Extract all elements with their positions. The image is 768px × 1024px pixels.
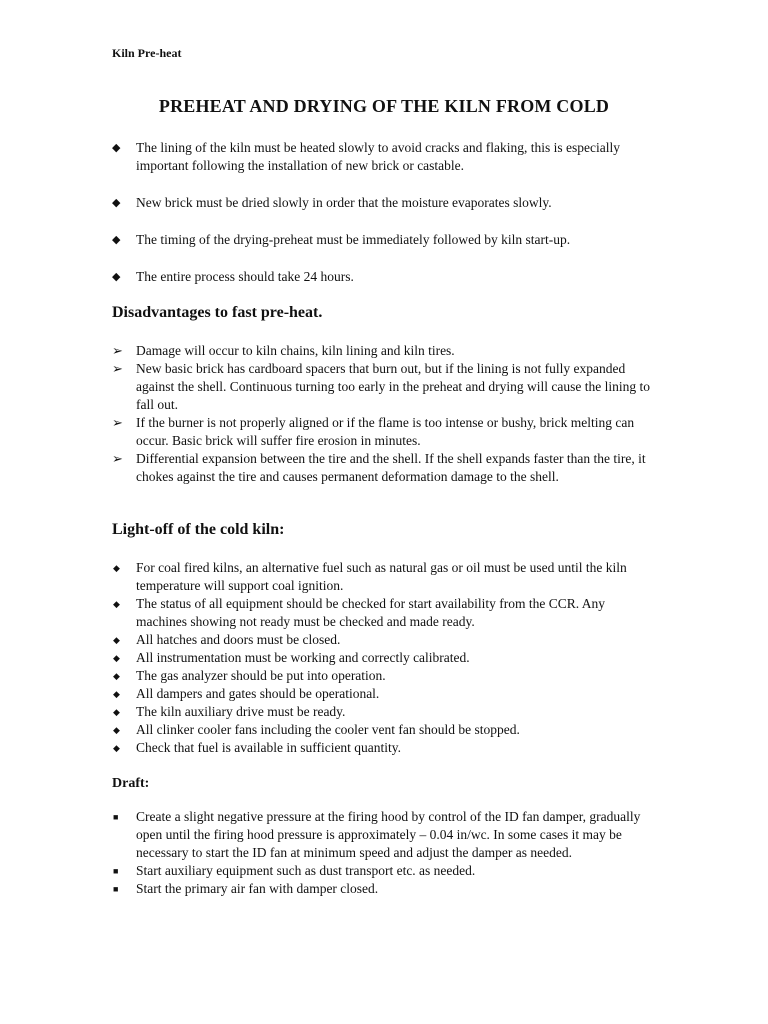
- small-diamond-bullet-icon: ◆: [113, 689, 120, 699]
- small-diamond-bullet-icon: ◆: [113, 563, 120, 573]
- list-item-text: The timing of the drying-preheat must be immediately followed by kiln start-up.: [136, 232, 571, 247]
- running-header: Kiln Pre-heat: [112, 46, 182, 60]
- list-item: [112, 649, 652, 667]
- disadvantages-heading: Disadvantages to fast pre-heat.: [112, 304, 323, 321]
- list-item: [112, 721, 652, 739]
- list-item-text: Differential expansion between the tire and the shell. If the shell expands faster than the tire, it chokes against the tire and causes permanent deformation damage to the shell.: [136, 451, 646, 484]
- diamond-bullet-icon: ◆: [112, 271, 121, 283]
- arrow-bullet-icon: ➢: [112, 451, 123, 466]
- list-item-text: If the burner is not properly aligned or if the flame is too intense or bushy, brick melting can occur. Basic brick will suffer fire erosion in minutes.: [136, 415, 635, 448]
- square-bullet-icon: ■: [113, 812, 119, 822]
- list-item: [112, 595, 652, 631]
- arrow-bullet-icon: ➢: [112, 361, 123, 376]
- small-diamond-bullet-icon: ◆: [113, 725, 120, 735]
- list-item: [112, 139, 652, 175]
- list-item-text: New basic brick has cardboard spacers that burn out, but if the lining is not fully expanded against the shell. Continuous turning too early in the preheat and drying will cause the lining to fall out.: [136, 361, 651, 412]
- list-item-text: The lining of the kiln must be heated slowly to avoid cracks and flaking, this is especially important following the installation of new brick or castable.: [136, 140, 621, 173]
- list-item-text: Start auxiliary equipment such as dust transport etc. as needed.: [136, 863, 476, 878]
- arrow-bullet-icon: ➢: [112, 415, 123, 430]
- square-bullet-icon: ■: [113, 884, 119, 894]
- lightoff-list: [112, 559, 652, 757]
- diamond-bullet-icon: ◆: [112, 142, 121, 154]
- list-item-text: All hatches and doors must be closed.: [136, 632, 341, 647]
- list-item-text: The kiln auxiliary drive must be ready.: [136, 704, 346, 719]
- small-diamond-bullet-icon: ◆: [113, 671, 120, 681]
- list-item: [112, 808, 652, 862]
- disadvantages-list: [112, 342, 652, 486]
- disadvantages-section: [112, 342, 652, 486]
- list-item: [112, 360, 652, 414]
- list-item: [112, 685, 652, 703]
- list-item: [112, 559, 652, 595]
- list-item: [112, 414, 652, 450]
- small-diamond-bullet-icon: ◆: [113, 599, 120, 609]
- list-item-text: The entire process should take 24 hours.: [136, 269, 354, 284]
- list-item-text: Damage will occur to kiln chains, kiln lining and kiln tires.: [136, 343, 455, 358]
- small-diamond-bullet-icon: ◆: [113, 743, 120, 753]
- lightoff-section: [112, 559, 652, 757]
- list-item: [112, 862, 652, 880]
- list-item-text: The gas analyzer should be put into operation.: [136, 668, 386, 683]
- square-bullet-icon: ■: [113, 866, 119, 876]
- list-item: [112, 880, 652, 898]
- document-title: PREHEAT AND DRYING OF THE KILN FROM COLD: [158, 96, 610, 116]
- small-diamond-bullet-icon: ◆: [113, 635, 120, 645]
- intro-section: [112, 139, 652, 305]
- list-item: [112, 231, 652, 249]
- list-item: [112, 450, 652, 486]
- list-item: [112, 739, 652, 757]
- list-item-text: All instrumentation must be working and correctly calibrated.: [136, 650, 470, 665]
- diamond-bullet-icon: ◆: [112, 197, 121, 209]
- list-item-text: All clinker cooler fans including the cooler vent fan should be stopped.: [136, 722, 520, 737]
- intro-list: [112, 139, 652, 286]
- list-item-text: The status of all equipment should be checked for start availability from the CCR. Any machines showing not ready must be checked and made ready.: [136, 596, 606, 629]
- draft-section: [112, 808, 652, 898]
- list-item-text: Start the primary air fan with damper closed.: [136, 881, 379, 896]
- list-item: [112, 703, 652, 721]
- diamond-bullet-icon: ◆: [112, 234, 121, 246]
- list-item: [112, 667, 652, 685]
- small-diamond-bullet-icon: ◆: [113, 653, 120, 663]
- list-item: [112, 631, 652, 649]
- list-item: [112, 268, 652, 286]
- list-item-text: Create a slight negative pressure at the firing hood by control of the ID fan damper, gradually open until the firing hood pressure is approximately – 0.04 in/wc. In some cases it may be necessary to start the ID fan at minimum speed and adjust the damper as needed.: [136, 809, 641, 860]
- list-item: [112, 194, 652, 212]
- list-item-text: Check that fuel is available in sufficient quantity.: [136, 740, 402, 755]
- draft-list: [112, 808, 652, 898]
- lightoff-heading: Light-off of the cold kiln:: [112, 521, 285, 538]
- draft-heading: Draft:: [112, 776, 150, 791]
- list-item-text: New brick must be dried slowly in order that the moisture evaporates slowly.: [136, 195, 552, 210]
- list-item: [112, 342, 652, 360]
- list-item-text: For coal fired kilns, an alternative fuel such as natural gas or oil must be used until the kiln temperature will support coal ignition.: [136, 560, 627, 593]
- arrow-bullet-icon: ➢: [112, 343, 123, 358]
- list-item-text: All dampers and gates should be operational.: [136, 686, 380, 701]
- small-diamond-bullet-icon: ◆: [113, 707, 120, 717]
